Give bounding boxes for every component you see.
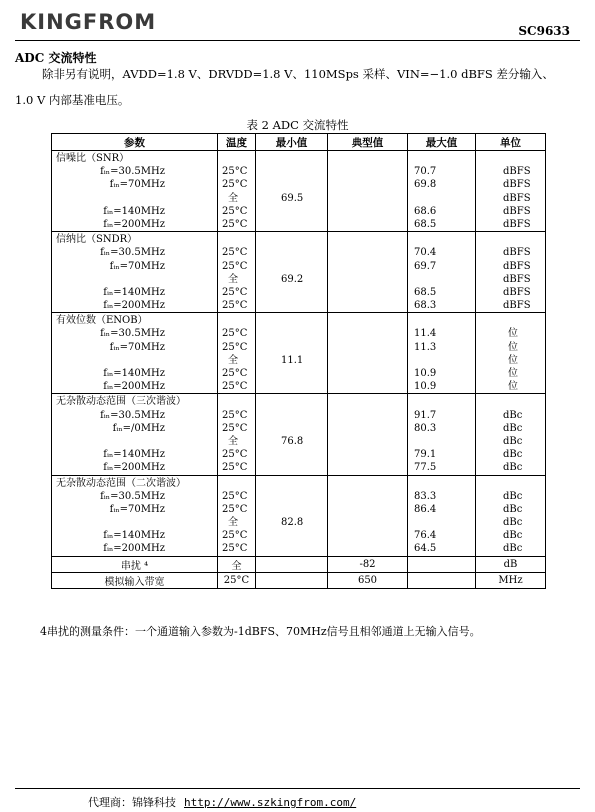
- condition-label: fᵢₙ=70MHz: [109, 341, 165, 353]
- conditions-line-2: 1.0 V 内部基准电压。: [15, 93, 130, 107]
- min-cell: [256, 232, 328, 313]
- typ-value: [328, 192, 414, 205]
- group-title: 无杂散动态范围（三次谐波）: [56, 396, 186, 408]
- temp-cell: 全: [218, 556, 256, 572]
- table-header-row: [52, 134, 546, 151]
- agent-label: 代理商：锦锋科技: [88, 796, 176, 809]
- condition-label: fᵢₙ=200MHz: [103, 218, 165, 230]
- condition-label: [52, 273, 217, 286]
- temperature-value: 25°C: [222, 205, 248, 217]
- typ-value: 68.5: [414, 286, 437, 298]
- unit-value: dBc: [503, 462, 523, 474]
- condition-label: fᵢₙ=30.5MHz: [100, 166, 165, 178]
- unit-cell: [476, 313, 546, 394]
- temperature-value: 25°C: [222, 166, 248, 178]
- header-temp: 温度: [218, 134, 256, 151]
- table-group-row: [52, 151, 546, 232]
- condition-label: fᵢₙ=30.5MHz: [100, 409, 165, 421]
- group-title: 信噪比（SNR）: [56, 153, 130, 164]
- typ-value: 69.8: [414, 179, 437, 191]
- header-max: 最大值: [408, 134, 476, 151]
- min-value: [256, 205, 327, 218]
- typ-value: 83.3: [414, 490, 437, 502]
- condition-label: [52, 435, 217, 448]
- typ-value: 10.9: [414, 368, 437, 379]
- temperature-value: 25°C: [222, 300, 248, 312]
- conditions-line-1: 除非另有说明，AVDD=1.8 V、DRVDD=1.8 V、110MSps 采样、VIN=−1.0 dBFS 差分输入、: [42, 67, 554, 81]
- unit-cell: MHz: [476, 572, 546, 588]
- header-min: 最小值: [256, 134, 328, 151]
- temperature-value: 全: [228, 354, 238, 366]
- temp-cell: [218, 394, 256, 475]
- spacer: [328, 233, 414, 246]
- param-cell: [52, 151, 218, 232]
- unit-value: dBc: [503, 449, 523, 461]
- spacer: [218, 152, 255, 165]
- unit-value: dBc: [503, 503, 523, 515]
- typ-value: 69.7: [414, 260, 437, 272]
- unit-value: dBc: [503, 490, 523, 502]
- header-param: 参数: [52, 134, 218, 151]
- temperature-value: 25°C: [222, 218, 248, 230]
- unit-value: 位: [508, 354, 518, 366]
- spacer: [218, 314, 255, 327]
- typ-value: [328, 273, 414, 286]
- min-value: [256, 542, 327, 555]
- condition-label: fᵢₙ=30.5MHz: [100, 247, 165, 259]
- unit-value: dBFS: [503, 300, 531, 312]
- spacer: [476, 233, 545, 246]
- unit-value: dBc: [503, 422, 523, 434]
- condition-label: fᵢₙ=140MHz: [103, 449, 165, 461]
- unit-value: dBc: [503, 409, 523, 421]
- temperature-value: 25°C: [222, 490, 248, 502]
- typ-cell: [328, 475, 437, 556]
- spacer: [476, 477, 545, 490]
- temperature-value: 25°C: [222, 381, 248, 393]
- footnote: 4串扰的测量条件：一个通道输入参数为-1dBFS、70MHz信号且相邻通道上无输入信号。: [40, 625, 481, 638]
- footer-divider: [15, 788, 580, 789]
- param-cell: [52, 394, 218, 475]
- header-unit: 单位: [476, 134, 546, 151]
- typ-value: 11.3: [414, 341, 437, 353]
- spacer: [328, 477, 414, 490]
- typ-value: 79.1: [414, 449, 437, 461]
- min-value: 69.5: [281, 192, 304, 204]
- min-value: [256, 286, 327, 299]
- temperature-value: 25°C: [222, 422, 248, 434]
- unit-value: dBFS: [503, 218, 531, 230]
- condition-label: [52, 516, 217, 529]
- temp-cell: [218, 475, 256, 556]
- typ-value: [328, 516, 414, 529]
- header-divider: [15, 40, 580, 41]
- min-value: [256, 341, 327, 354]
- min-value: 69.2: [281, 273, 304, 285]
- min-cell: [256, 572, 328, 588]
- condition-label: [52, 192, 217, 205]
- typ-value: 91.7: [414, 409, 437, 421]
- spacer: [328, 395, 414, 408]
- temperature-value: 25°C: [222, 260, 248, 272]
- condition-label: fᵢₙ=200MHz: [103, 543, 165, 555]
- spacer: [328, 152, 414, 165]
- min-value: [256, 380, 327, 393]
- agent-url-link[interactable]: http://www.szkingfrom.com/: [184, 796, 357, 809]
- spacer: [256, 314, 327, 327]
- unit-cell: [476, 475, 546, 556]
- typ-value: 76.4: [414, 530, 437, 542]
- unit-cell: [476, 232, 546, 313]
- temperature-value: 全: [228, 435, 238, 447]
- min-value: [256, 422, 327, 435]
- temperature-value: 25°C: [222, 328, 248, 340]
- temperature-value: 25°C: [222, 247, 248, 259]
- min-value: [256, 218, 327, 231]
- temperature-value: 25°C: [222, 449, 248, 461]
- unit-value: dBFS: [503, 166, 531, 178]
- temp-cell: 25°C: [218, 572, 256, 588]
- temp-cell: [218, 232, 256, 313]
- condition-label: fᵢₙ=70MHz: [109, 179, 165, 191]
- ac-characteristics-table: [51, 133, 546, 589]
- spacer: [328, 314, 414, 327]
- unit-value: dBFS: [503, 273, 531, 285]
- table-group-row: [52, 394, 546, 475]
- unit-value: dBFS: [503, 247, 531, 259]
- spacer: [256, 233, 327, 246]
- typ-value: 70.4: [414, 247, 437, 259]
- min-cell: [256, 556, 328, 572]
- spacer: [218, 477, 255, 490]
- temperature-value: 25°C: [222, 368, 248, 379]
- table-group-row: [52, 475, 546, 556]
- unit-value: dBc: [503, 543, 523, 555]
- unit-value: dBFS: [503, 286, 531, 298]
- min-value: [256, 299, 327, 312]
- temperature-value: 全: [228, 192, 238, 204]
- min-value: [256, 529, 327, 542]
- min-value: [256, 448, 327, 461]
- typ-cell: 650: [328, 572, 408, 588]
- section-title: ADC 交流特性: [15, 51, 97, 65]
- temperature-value: 25°C: [222, 341, 248, 353]
- min-value: [256, 246, 327, 259]
- condition-label: fᵢₙ=140MHz: [103, 205, 165, 217]
- typ-value: 68.5: [414, 218, 437, 230]
- condition-label: fᵢₙ=30.5MHz: [100, 328, 165, 340]
- min-value: [256, 165, 327, 178]
- param-cell: [52, 313, 218, 394]
- unit-value: dBc: [503, 435, 523, 447]
- unit-value: 位: [508, 328, 518, 340]
- temperature-value: 25°C: [222, 543, 248, 555]
- temperature-value: 25°C: [222, 503, 248, 515]
- typ-value: 68.3: [414, 300, 437, 312]
- typ-value: [328, 354, 414, 367]
- spacer: [218, 233, 255, 246]
- min-value: 76.8: [281, 435, 304, 447]
- typ-cell: [328, 313, 437, 394]
- unit-cell: [476, 151, 546, 232]
- temperature-value: 全: [228, 517, 238, 529]
- typ-value: 86.4: [414, 503, 437, 515]
- condition-label: fᵢₙ=200MHz: [103, 381, 165, 393]
- header-typ: 典型值: [328, 134, 408, 151]
- unit-value: 位: [508, 341, 518, 353]
- spacer: [256, 395, 327, 408]
- max-cell: [408, 572, 476, 588]
- min-value: [256, 409, 327, 422]
- min-value: [256, 327, 327, 340]
- unit-value: dBc: [503, 517, 523, 529]
- min-value: [256, 503, 327, 516]
- table-group-row: [52, 313, 546, 394]
- spacer: [476, 314, 545, 327]
- condition-label: fᵢₙ=30.5MHz: [100, 490, 165, 502]
- table-group-row: [52, 232, 546, 313]
- typ-value: 10.9: [414, 381, 437, 393]
- footer-agent: [88, 794, 356, 810]
- min-cell: [256, 151, 328, 232]
- spacer: [218, 395, 255, 408]
- typ-cell: [328, 394, 437, 475]
- condition-label: [52, 354, 217, 367]
- spacer: [476, 395, 545, 408]
- temperature-value: 全: [228, 273, 238, 285]
- unit-value: dBFS: [503, 205, 531, 217]
- param-cell: [52, 232, 218, 313]
- temp-cell: [218, 151, 256, 232]
- unit-value: dBc: [503, 530, 523, 542]
- temperature-value: 25°C: [222, 530, 248, 542]
- typ-value: 68.6: [414, 205, 437, 217]
- company-logo: KINGFROM: [20, 10, 157, 34]
- condition-label: fᵢₙ=70MHz: [109, 503, 165, 515]
- param-cell: 串扰 ⁴: [52, 556, 218, 572]
- spacer: [256, 477, 327, 490]
- typ-value: 70.7: [414, 166, 437, 178]
- min-value: 11.1: [281, 354, 304, 366]
- temperature-value: 25°C: [222, 409, 248, 421]
- temp-cell: [218, 313, 256, 394]
- min-value: [256, 367, 327, 380]
- table-caption: 表 2 ADC 交流特性: [246, 118, 349, 132]
- spacer: [256, 152, 327, 165]
- min-cell: [256, 394, 328, 475]
- min-value: [256, 490, 327, 503]
- min-cell: [256, 475, 328, 556]
- max-cell: [408, 556, 476, 572]
- unit-cell: dB: [476, 556, 546, 572]
- typ-value: 11.4: [414, 328, 437, 340]
- typ-value: [328, 435, 414, 448]
- unit-value: dBFS: [503, 192, 531, 204]
- condition-label: fᵢₙ=140MHz: [103, 286, 165, 298]
- spacer: [476, 152, 545, 165]
- table-single-row: [52, 556, 546, 572]
- min-value: [256, 461, 327, 474]
- min-value: [256, 260, 327, 273]
- condition-label: fᵢₙ=/0MHz: [112, 422, 165, 434]
- typ-cell: [328, 151, 437, 232]
- min-cell: [256, 313, 328, 394]
- document-id: SC9633: [518, 24, 570, 38]
- unit-cell: [476, 394, 546, 475]
- temperature-value: 25°C: [222, 286, 248, 298]
- group-title: 有效位数（ENOB）: [56, 315, 148, 327]
- group-title: 信纳比（SNDR）: [56, 234, 138, 246]
- table-single-row: [52, 572, 546, 588]
- unit-value: 位: [508, 368, 518, 379]
- temperature-value: 25°C: [222, 462, 248, 474]
- unit-value: dBFS: [503, 260, 531, 272]
- min-value: [256, 178, 327, 191]
- param-cell: 模拟输入带宽: [52, 572, 218, 588]
- condition-label: fᵢₙ=140MHz: [103, 368, 165, 379]
- group-title: 无杂散动态范围（二次谐波）: [56, 477, 186, 489]
- condition-label: fᵢₙ=200MHz: [103, 300, 165, 312]
- condition-label: fᵢₙ=70MHz: [109, 260, 165, 272]
- typ-cell: -82: [328, 556, 408, 572]
- condition-label: fᵢₙ=200MHz: [103, 462, 165, 474]
- min-value: 82.8: [281, 517, 304, 529]
- typ-value: 77.5: [414, 462, 437, 474]
- param-cell: [52, 475, 218, 556]
- typ-cell: [328, 232, 437, 313]
- condition-label: fᵢₙ=140MHz: [103, 530, 165, 542]
- temperature-value: 25°C: [222, 179, 248, 191]
- typ-value: 64.5: [414, 543, 437, 555]
- unit-value: dBFS: [503, 179, 531, 191]
- unit-value: 位: [508, 381, 518, 393]
- typ-value: 80.3: [414, 422, 437, 434]
